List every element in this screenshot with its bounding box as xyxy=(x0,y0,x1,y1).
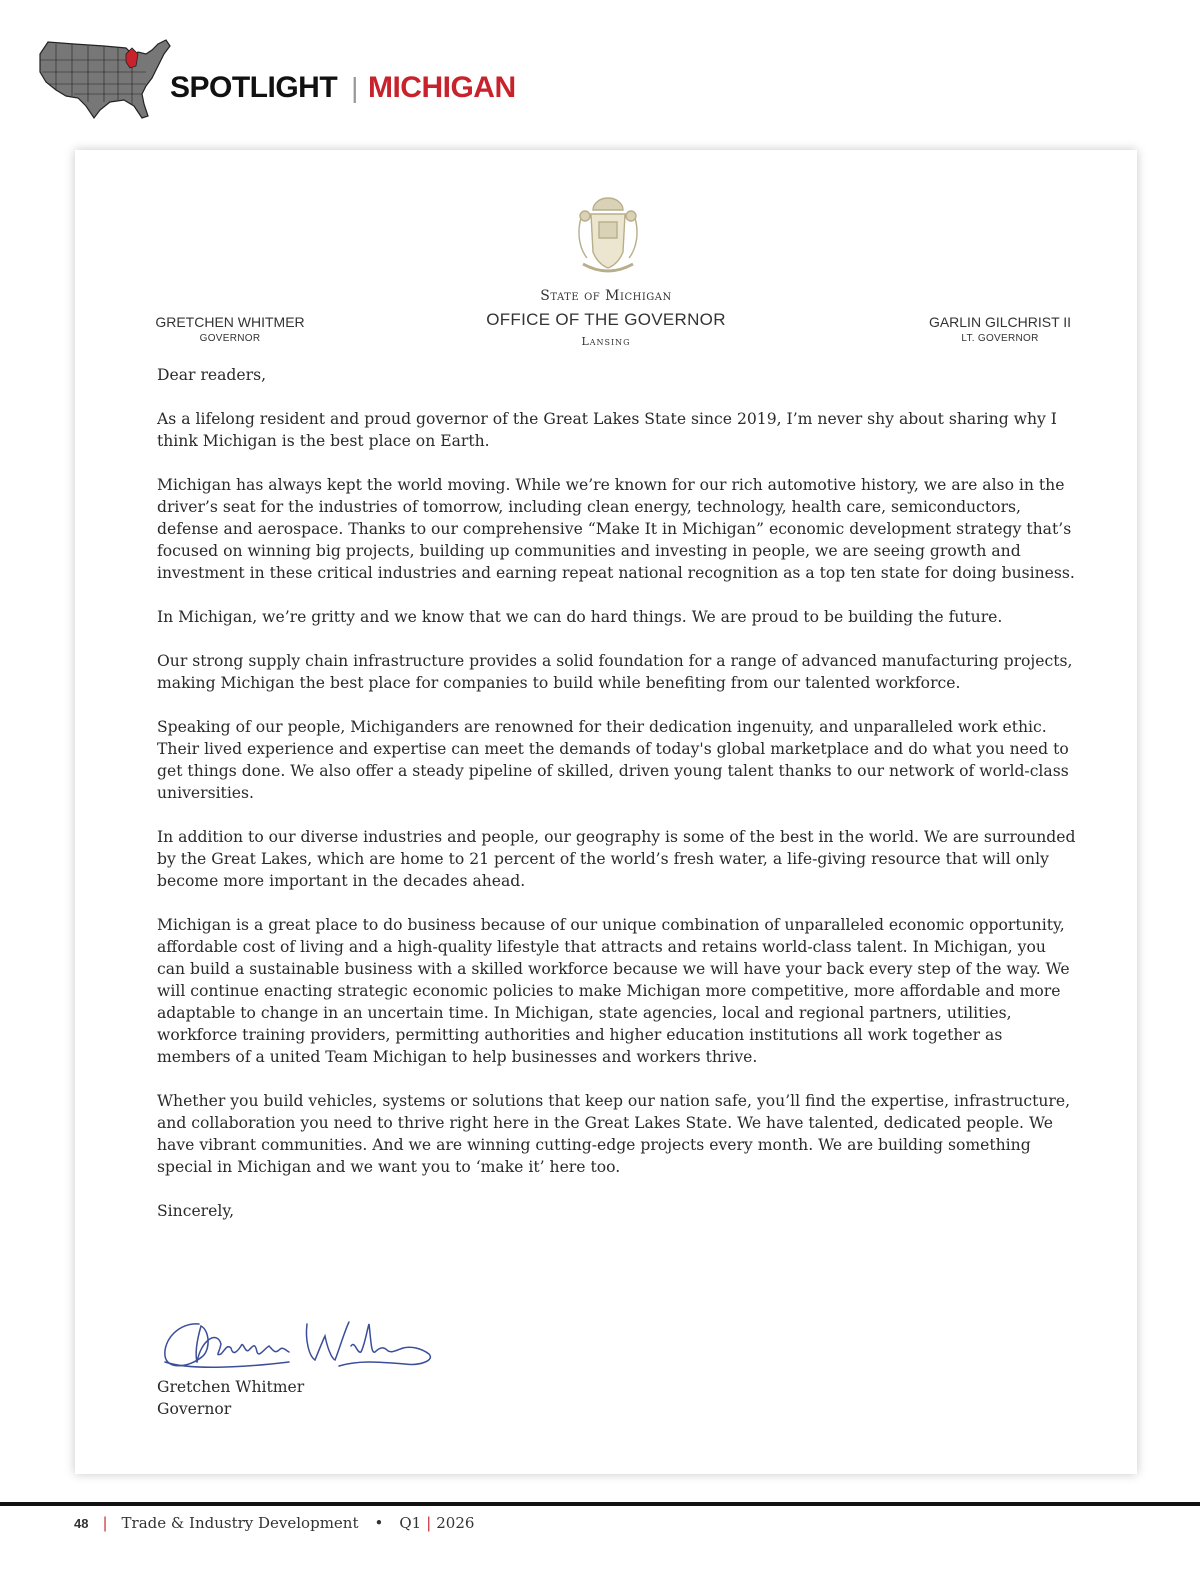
page-number: 48 xyxy=(74,1515,89,1531)
paragraph: Speaking of our people, Michiganders are renowned for their dedication ingenuity, and unparalleled work ethic. Their lived experience and expertise can meet the demands of today's global marketplace and do what you need to get things done. We also offer a steady pipeline of skilled, driven young talent thanks to our network of world-class universities. xyxy=(157,718,1069,802)
footer-separator-2: | xyxy=(426,1514,432,1532)
state-label: MICHIGAN xyxy=(367,71,516,104)
issue-year: 2026 xyxy=(436,1514,475,1532)
footer-bullet: • xyxy=(374,1514,384,1532)
spotlight-label: SPOTLIGHT xyxy=(170,71,338,104)
city-name: Lansing xyxy=(581,335,631,348)
paragraph: In Michigan, we’re gritty and we know that we can do hard things. We are proud to be building the future. xyxy=(157,608,1003,626)
paragraph: In addition to our diverse industries and people, our geography is some of the best in the world. We are surrounded by the Great Lakes, which are home to 21 percent of the world’s fresh water, a life-giving resource that will only become more important in the decades ahead. xyxy=(157,828,1076,890)
paragraph: Our strong supply chain infrastructure provides a solid foundation for a range of advanced manufacturing projects, making Michigan the best place for companies to build while benefiting from our talented workforce. xyxy=(157,652,1073,692)
paragraph: Whether you build vehicles, systems or solutions that keep our nation safe, you’ll find the expertise, infrastructure, and collaboration you need to thrive right here in the Great Lakes State. We have talented, dedicated people. We have vibrant communities. And we are winning cutting-edge projects every month. We are building something special in Michigan and we want you to ‘make it’ here too. xyxy=(157,1092,1071,1176)
governor-block xyxy=(145,314,315,344)
footer-separator: | xyxy=(102,1514,108,1532)
spotlight-title xyxy=(170,66,516,110)
signature xyxy=(159,1310,439,1380)
signer-block xyxy=(157,1376,304,1420)
letter-card xyxy=(75,150,1137,1474)
lt-governor-name: GARLIN GILCHRIST II xyxy=(928,314,1072,330)
title-separator: | xyxy=(351,72,358,103)
publication-name: Trade & Industry Development xyxy=(121,1514,359,1532)
signer-name: Gretchen Whitmer xyxy=(157,1378,305,1396)
us-map-icon xyxy=(34,32,174,124)
lt-governor-title: LT. GOVERNOR xyxy=(961,333,1039,344)
paragraph: As a lifelong resident and proud governor of the Great Lakes State since 2019, I’m never shy about sharing why I think Michigan is the best place on Earth. xyxy=(157,410,1057,450)
salutation: Dear readers, xyxy=(157,366,267,384)
michigan-seal-icon xyxy=(569,192,647,278)
signer-title: Governor xyxy=(157,1400,232,1418)
lt-governor-block xyxy=(915,314,1085,344)
valediction: Sincerely, xyxy=(157,1202,235,1220)
footer-rule xyxy=(0,1502,1200,1506)
office-name: OFFICE OF THE GOVERNOR xyxy=(486,310,726,329)
issue-quarter: Q1 xyxy=(399,1514,422,1532)
paragraph: Michigan has always kept the world moving. While we’re known for our rich automotive history, we are also in the driver’s seat for the industries of tomorrow, including clean energy, technology, health care, semiconductors, defense and aerospace. Thanks to our comprehensive “Make It in Michigan” economic development strategy that’s focused on winning big projects, building up communities and investing in people, we are seeing growth and investment in these critical industries and earning repeat national recognition as a top ten state for doing business. xyxy=(157,476,1075,582)
governor-name: GRETCHEN WHITMER xyxy=(155,314,305,330)
governor-title: GOVERNOR xyxy=(199,333,261,344)
page-footer xyxy=(74,1514,474,1532)
paragraph: Michigan is a great place to do business because of our unique combination of unparalleled economic opportunity, affordable cost of living and a high-quality lifestyle that attracts and retains world-class talent. In Michigan, you can build a sustainable business with a skilled workforce because we will have your back every step of the way. We will continue enacting strategic economic policies to make Michigan more competitive, more affordable and more adaptable to change in an uncertain time. In Michigan, state agencies, local and regional partners, utilities, workforce training providers, permitting authorities and higher education institutions all work together as members of a united Team Michigan to help businesses and workers thrive. xyxy=(157,916,1070,1066)
state-name: State of Michigan xyxy=(540,288,672,304)
letter-body xyxy=(157,364,1077,1244)
